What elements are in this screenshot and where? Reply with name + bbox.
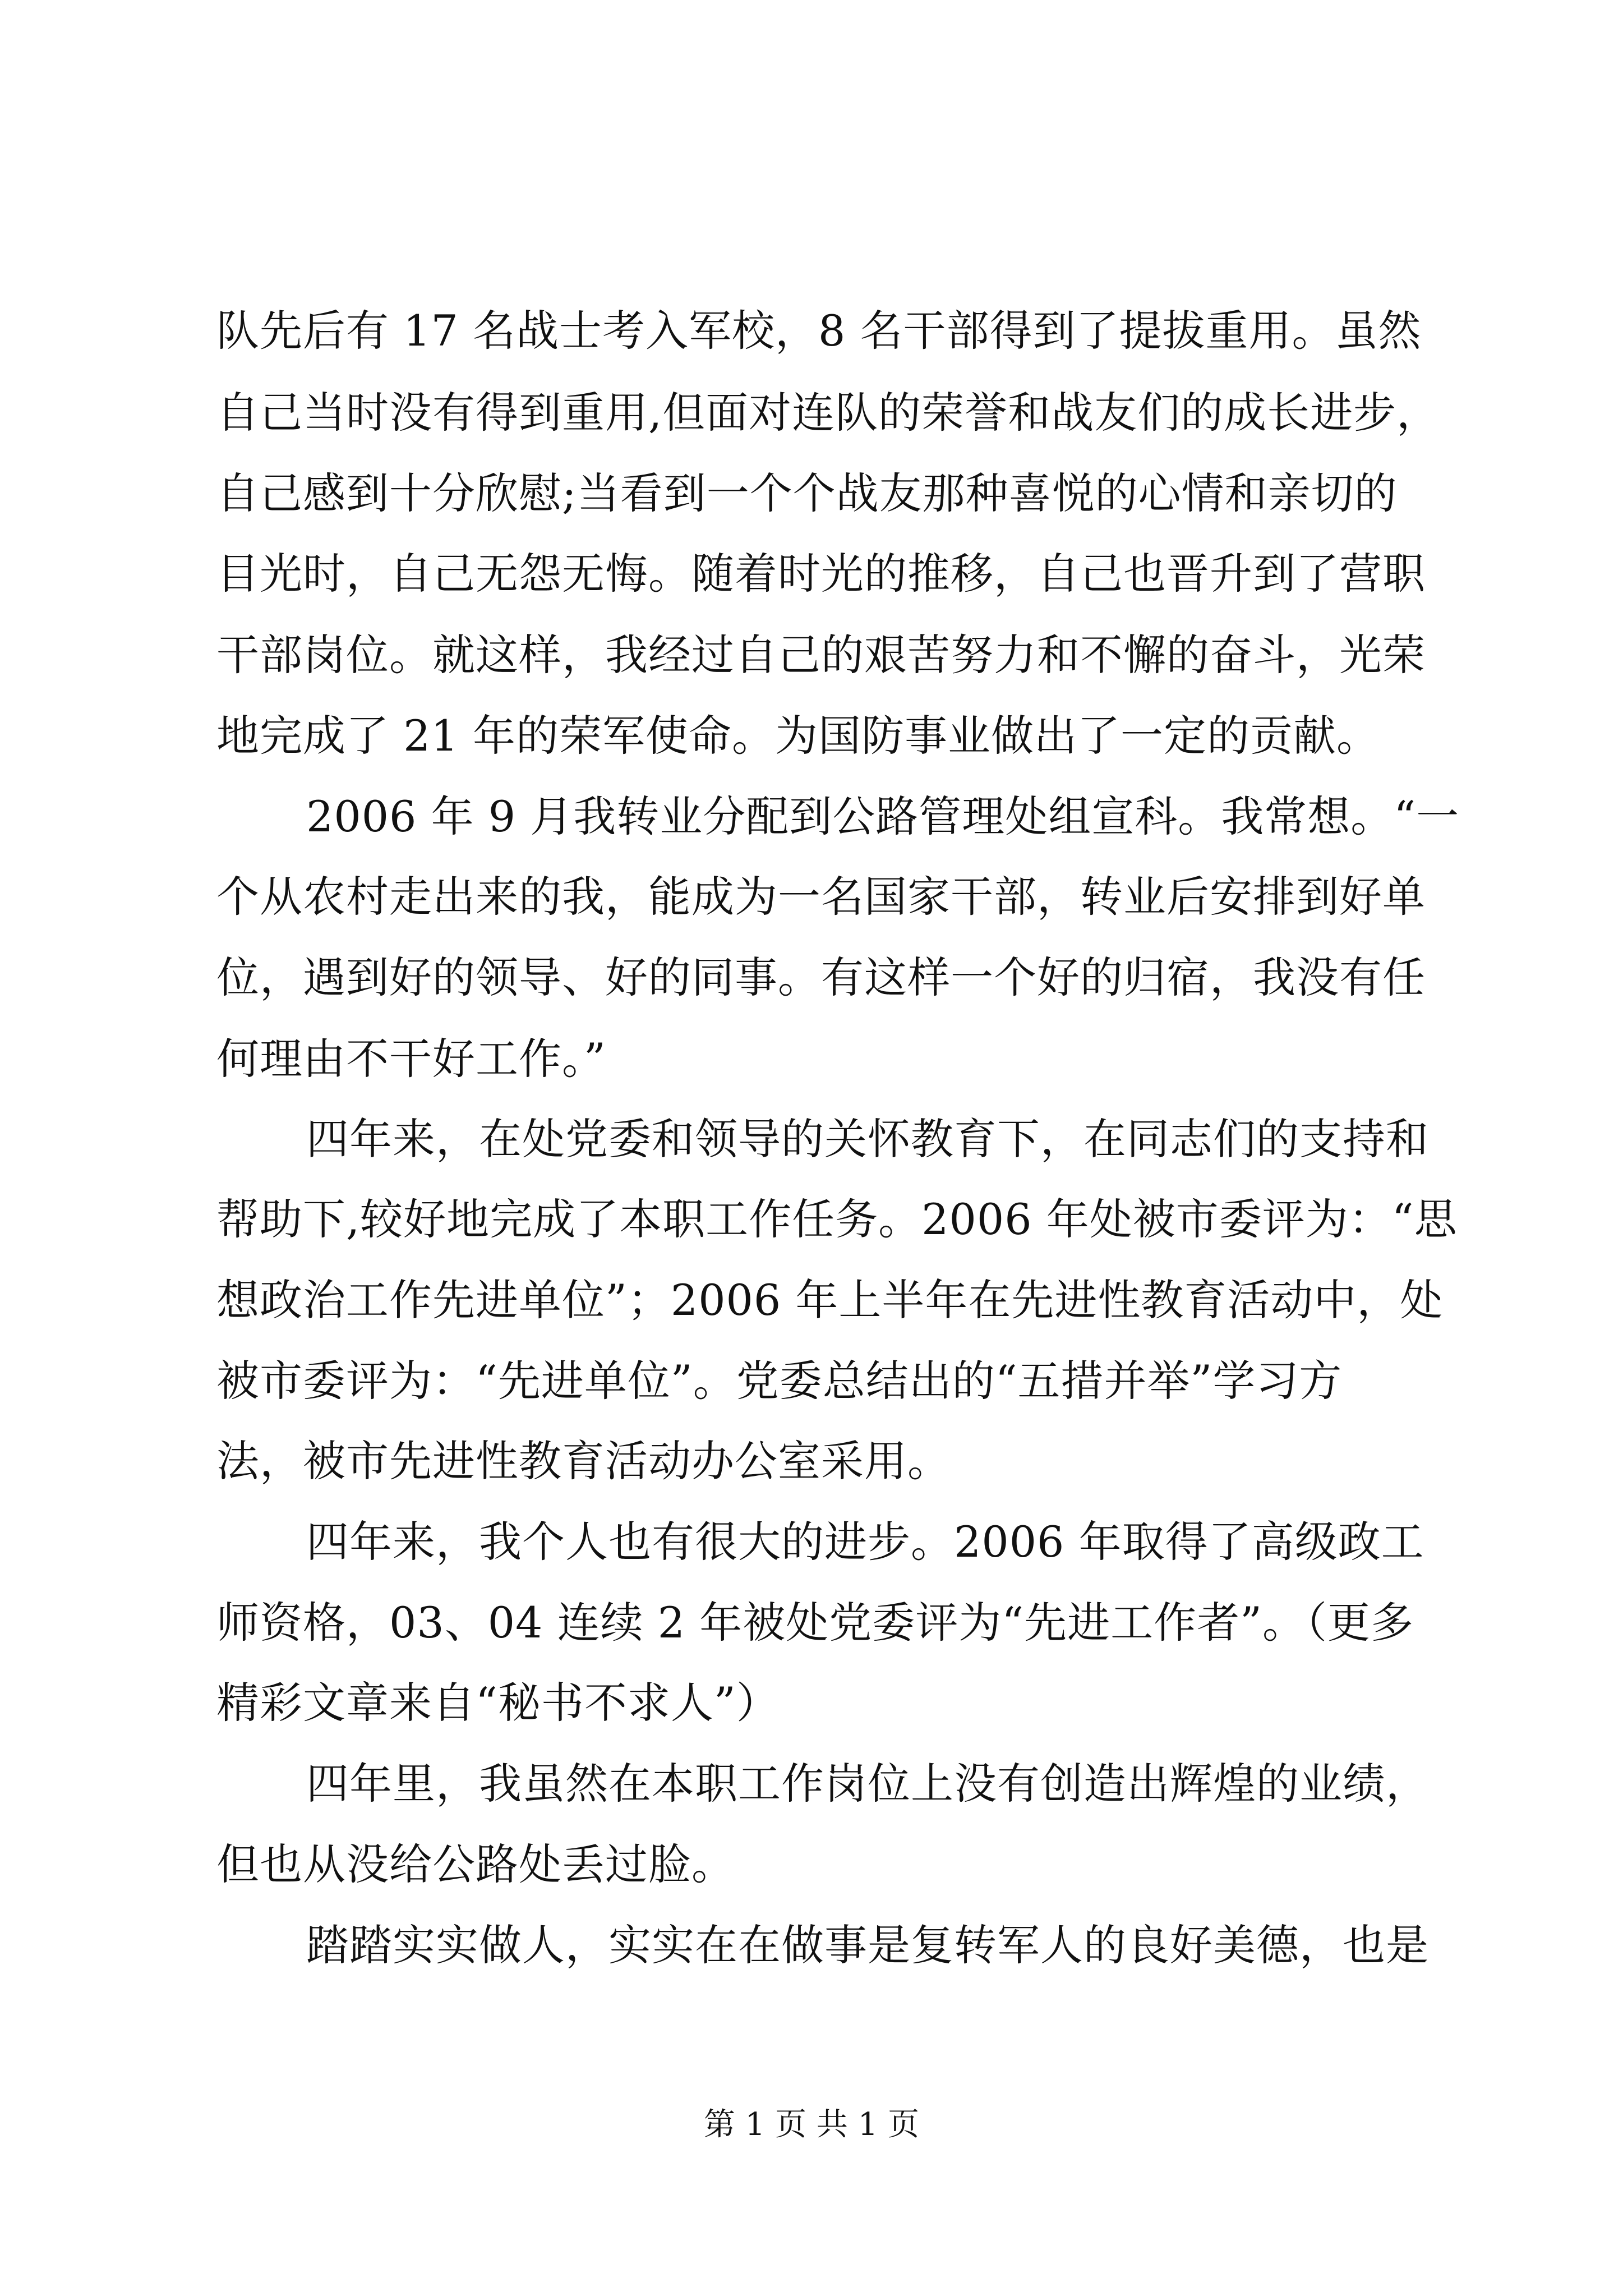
text-line: 踏踏实实做人，实实在在做事是复转军人的良好美德，也是 bbox=[306, 1920, 1429, 1970]
text-line: 队先后有 17 名战士考入军校，8 名干部得到了提拔重用。虽然 bbox=[216, 306, 1422, 356]
text-line: 2006 年 9 月我转业分配到公路管理处组宣科。我常想。“一 bbox=[306, 792, 1460, 841]
text-line: 但也从没给公路处丢过脸。 bbox=[216, 1839, 735, 1889]
text-line: 法，被市先进性教育活动办公室采用。 bbox=[216, 1436, 951, 1486]
text-line: 被市委评为：“先进单位”。党委总结出的“五措并举”学习方 bbox=[216, 1356, 1343, 1406]
text-line: 何理由不干好工作。” bbox=[216, 1034, 606, 1084]
text-line: 精彩文章来自“秘书不求人”） bbox=[216, 1678, 780, 1728]
text-line: 师资格，03、04 连续 2 年被处党委评为“先进工作者”。（更多 bbox=[216, 1598, 1414, 1648]
text-line: 地完成了 21 年的荣军使命。为国防事业做出了一定的贡献。 bbox=[216, 711, 1380, 761]
page-footer: 第 1 页 共 1 页 bbox=[703, 2106, 920, 2143]
text-line: 想政治工作先进单位”；2006 年上半年在先进性教育活动中，处 bbox=[216, 1275, 1444, 1325]
text-line: 位，遇到好的领导、好的同事。有这样一个好的归宿，我没有任 bbox=[216, 953, 1426, 1002]
text-line: 个从农村走出来的我，能成为一名国家干部，转业后安排到好单 bbox=[216, 872, 1426, 922]
text-line: 目光时，自己无怨无悔。随着时光的推移，自己也晋升到了营职 bbox=[216, 549, 1426, 599]
text-line: 帮助下,较好地完成了本职工作任务。2006 年处被市委评为：“思 bbox=[216, 1194, 1458, 1244]
text-line: 自己当时没有得到重用,但面对连队的荣誉和战友们的成长进步， bbox=[216, 388, 1440, 438]
text-line: 四年里，我虽然在本职工作岗位上没有创造出辉煌的业绩， bbox=[306, 1759, 1429, 1809]
text-line: 自己感到十分欣慰;当看到一个个战友那种喜悦的心情和亲切的 bbox=[216, 468, 1398, 518]
text-line: 四年来，在处党委和领导的关怀教育下，在同志们的支持和 bbox=[306, 1114, 1429, 1164]
text-line: 四年来，我个人也有很大的进步。2006 年取得了高级政工 bbox=[306, 1517, 1424, 1567]
text-line: 干部岗位。就这样，我经过自己的艰苦努力和不懈的奋斗，光荣 bbox=[216, 630, 1426, 680]
